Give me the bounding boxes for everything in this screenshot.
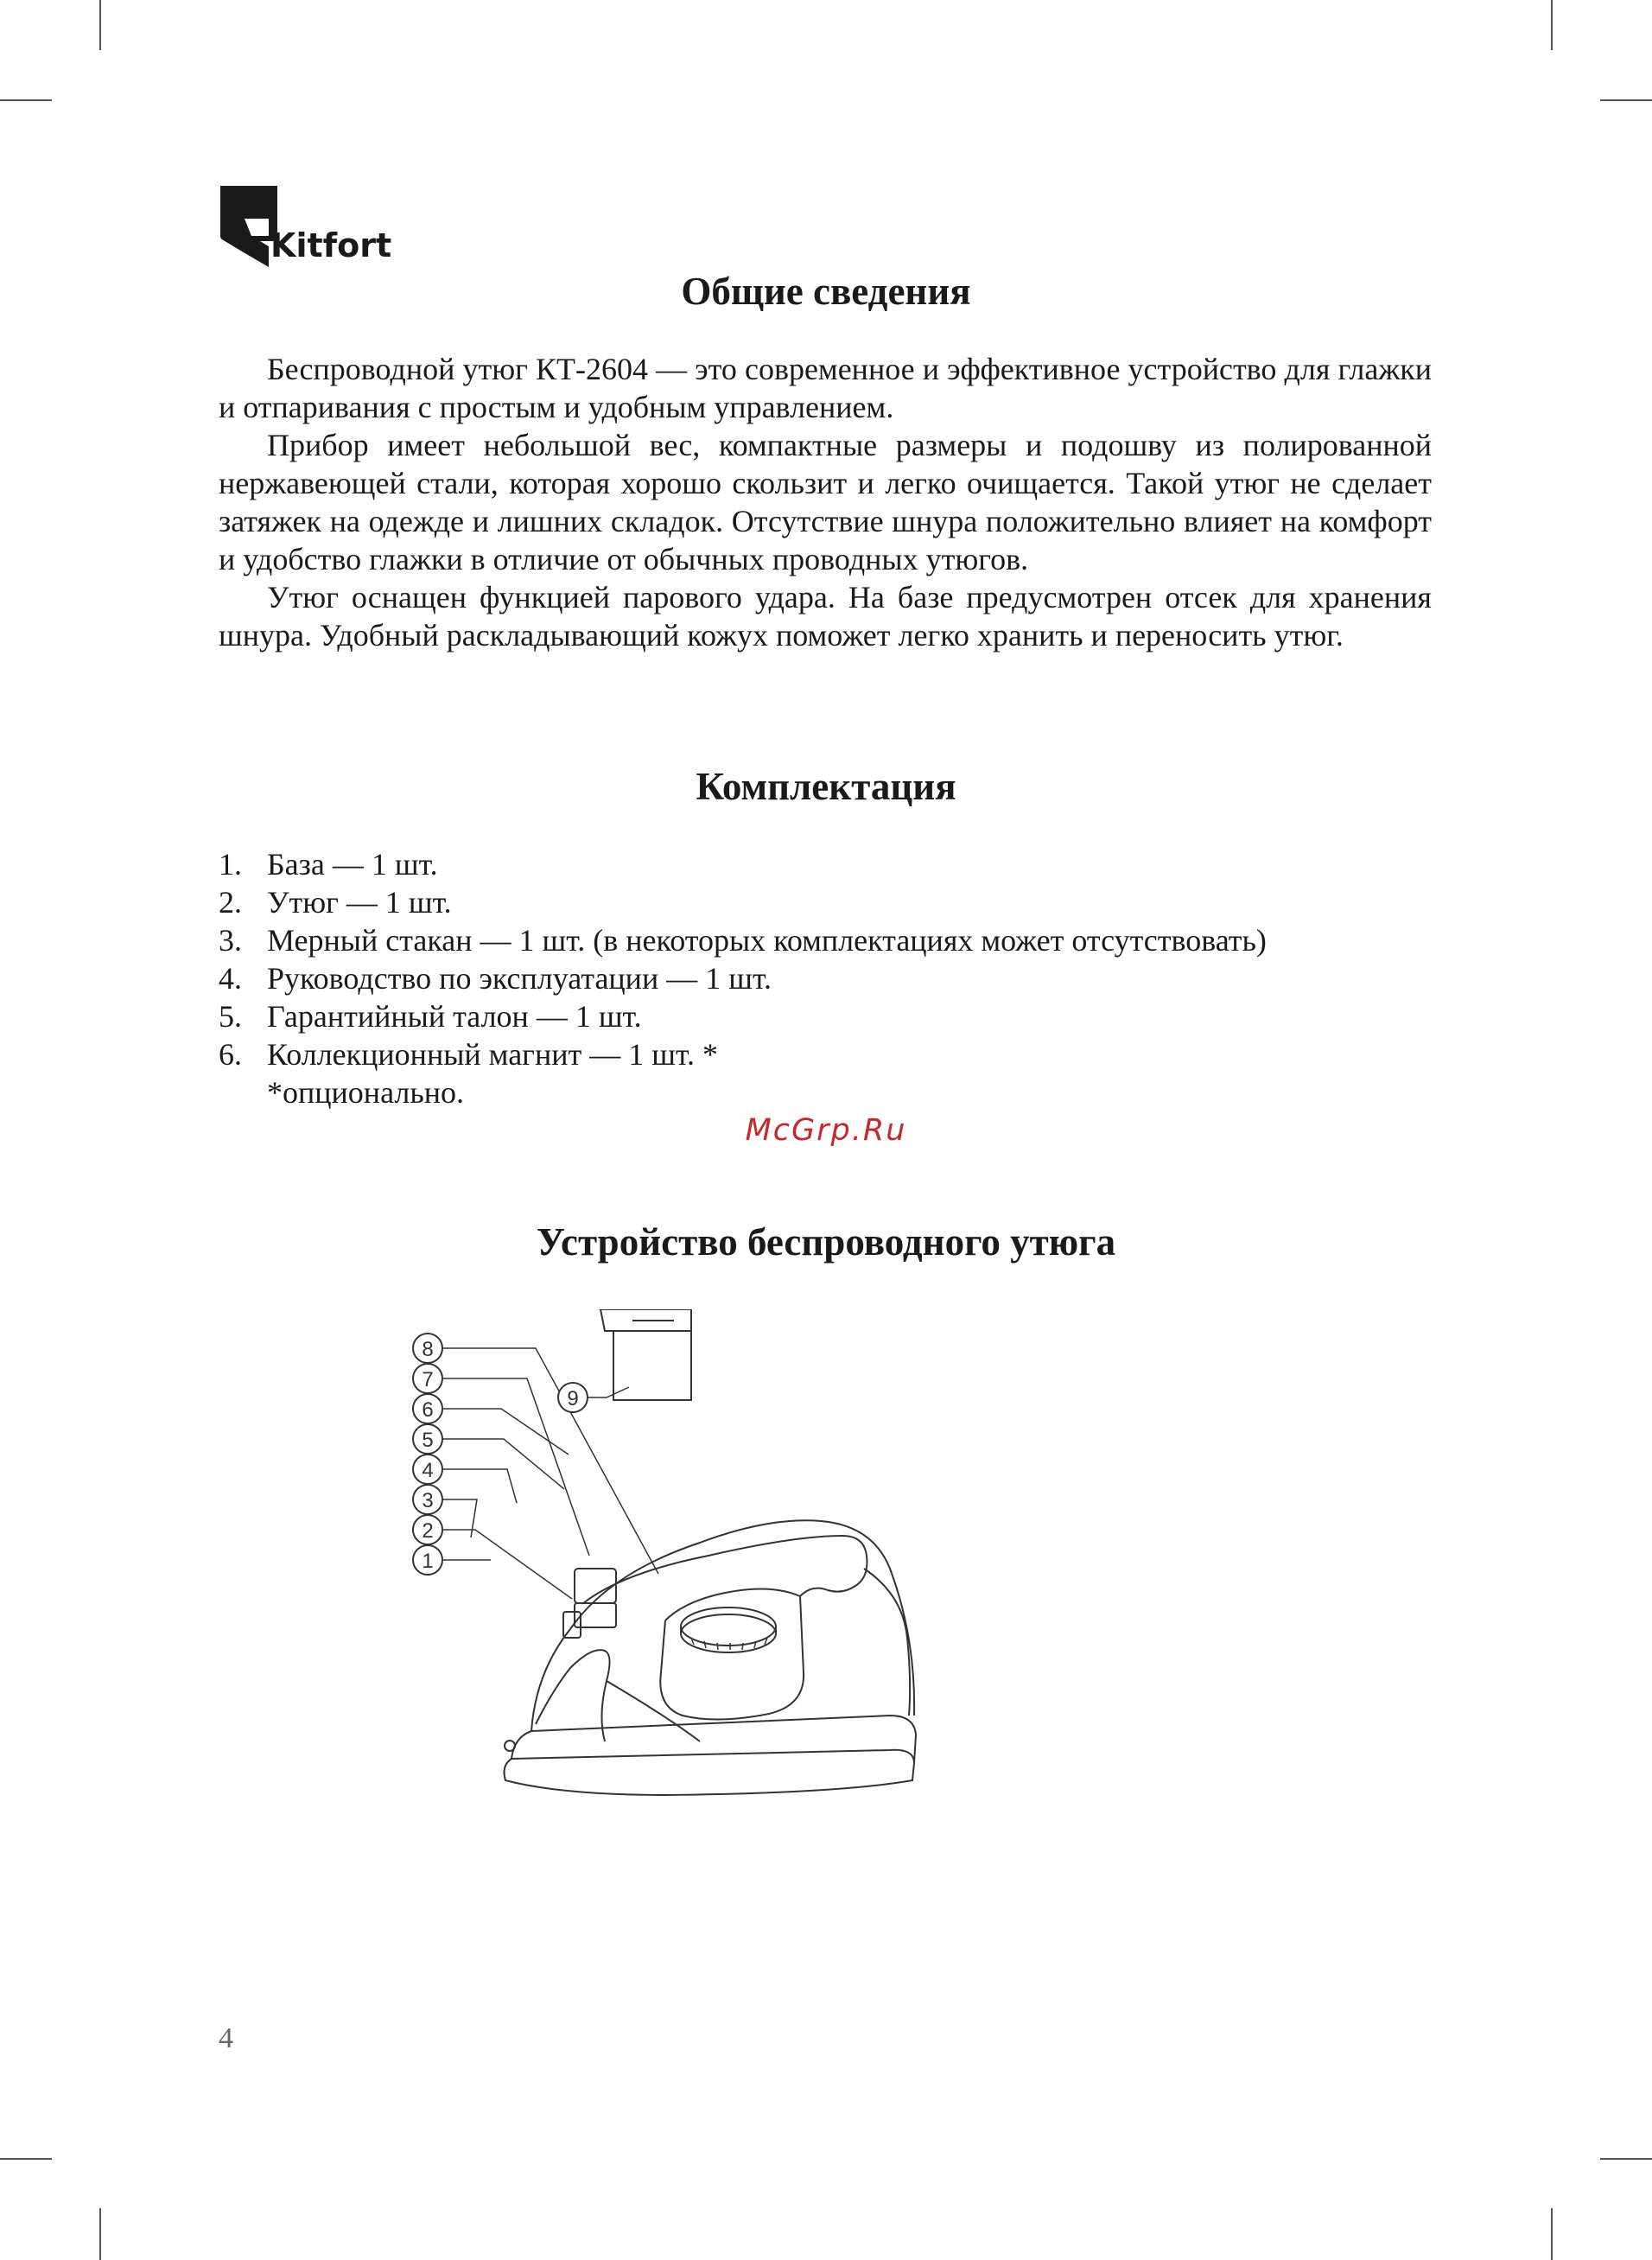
iron-side-line xyxy=(607,1681,700,1741)
callout-label: 5 xyxy=(422,1429,434,1452)
temperature-dial xyxy=(681,1614,776,1652)
crop-mark xyxy=(0,2158,52,2160)
brand-name: Kitfort xyxy=(270,226,392,264)
paragraph-2: Прибор имеет небольшой вес, компактные размеры и подошву из полированной нержавеющей стали, которая хорошо скользит и легко очищается. Такой утюг не сделает затяжек на одежде и лишних складок. Отсутствие шнура положительно влияет на комфорт и удобство глажки в отличие от обычных проводных утюгов. xyxy=(219,428,1432,576)
list-item: 1. База — 1 шт. xyxy=(219,847,438,882)
crop-mark xyxy=(1551,0,1553,50)
callout-label: 4 xyxy=(422,1459,434,1482)
kit-list xyxy=(219,845,1515,1073)
callout-label: 9 xyxy=(567,1387,579,1410)
section-title-device: Устройство беспроводного утюга xyxy=(536,1220,1116,1264)
iron-soleplate xyxy=(505,1750,914,1795)
page-number: 4 xyxy=(219,2022,233,2054)
crop-mark xyxy=(99,0,101,50)
list-item: 5. Гарантийный талон — 1 шт. xyxy=(219,999,642,1034)
list-item: 6. Коллекционный магнит — 1 шт. * xyxy=(219,1037,718,1072)
paragraph-3: Утюг оснащен функцией парового удара. На базе предусмотрен отсек для хранения шнура. Удобный раскладывающий кожух поможет легко хранить и переносить утюг. xyxy=(219,580,1432,653)
optional-note: *опционально. xyxy=(267,1075,465,1110)
callout-label: 1 xyxy=(422,1550,434,1573)
crop-mark xyxy=(99,2208,101,2260)
callout-label: 3 xyxy=(422,1489,434,1512)
section-title-kit: Комплектация xyxy=(696,765,956,808)
list-item: 3. Мерный стакан — 1 шт. (в некоторых комплектациях может отсутствовать) xyxy=(219,923,1267,958)
crop-mark xyxy=(1600,2158,1652,2160)
iron-rear-curve xyxy=(864,1569,910,1716)
callout-label: 6 xyxy=(422,1398,434,1422)
spray-nozzle xyxy=(505,1741,515,1751)
watermark: McGrp.Ru xyxy=(745,1113,907,1148)
section-title-general: Общие сведения xyxy=(681,270,971,313)
callout-label: 2 xyxy=(422,1519,434,1543)
list-item: 4. Руководство по эксплуатации — 1 шт. xyxy=(219,961,772,996)
iron-base-band xyxy=(511,1716,916,1763)
list-item: 2. Утюг — 1 шт. xyxy=(219,885,452,920)
crop-mark xyxy=(1600,99,1652,101)
callout-label: 7 xyxy=(422,1368,434,1391)
paragraph-1: Беспроводной утюг КТ-2604 — это современное и эффективное устройство для глажки и отпаривания с простым и удобным управлением. xyxy=(219,352,1432,424)
callout-label: 8 xyxy=(422,1338,434,1361)
crop-mark xyxy=(0,99,52,101)
crop-mark xyxy=(1551,2208,1553,2260)
iron-diagram xyxy=(406,1309,1184,1845)
